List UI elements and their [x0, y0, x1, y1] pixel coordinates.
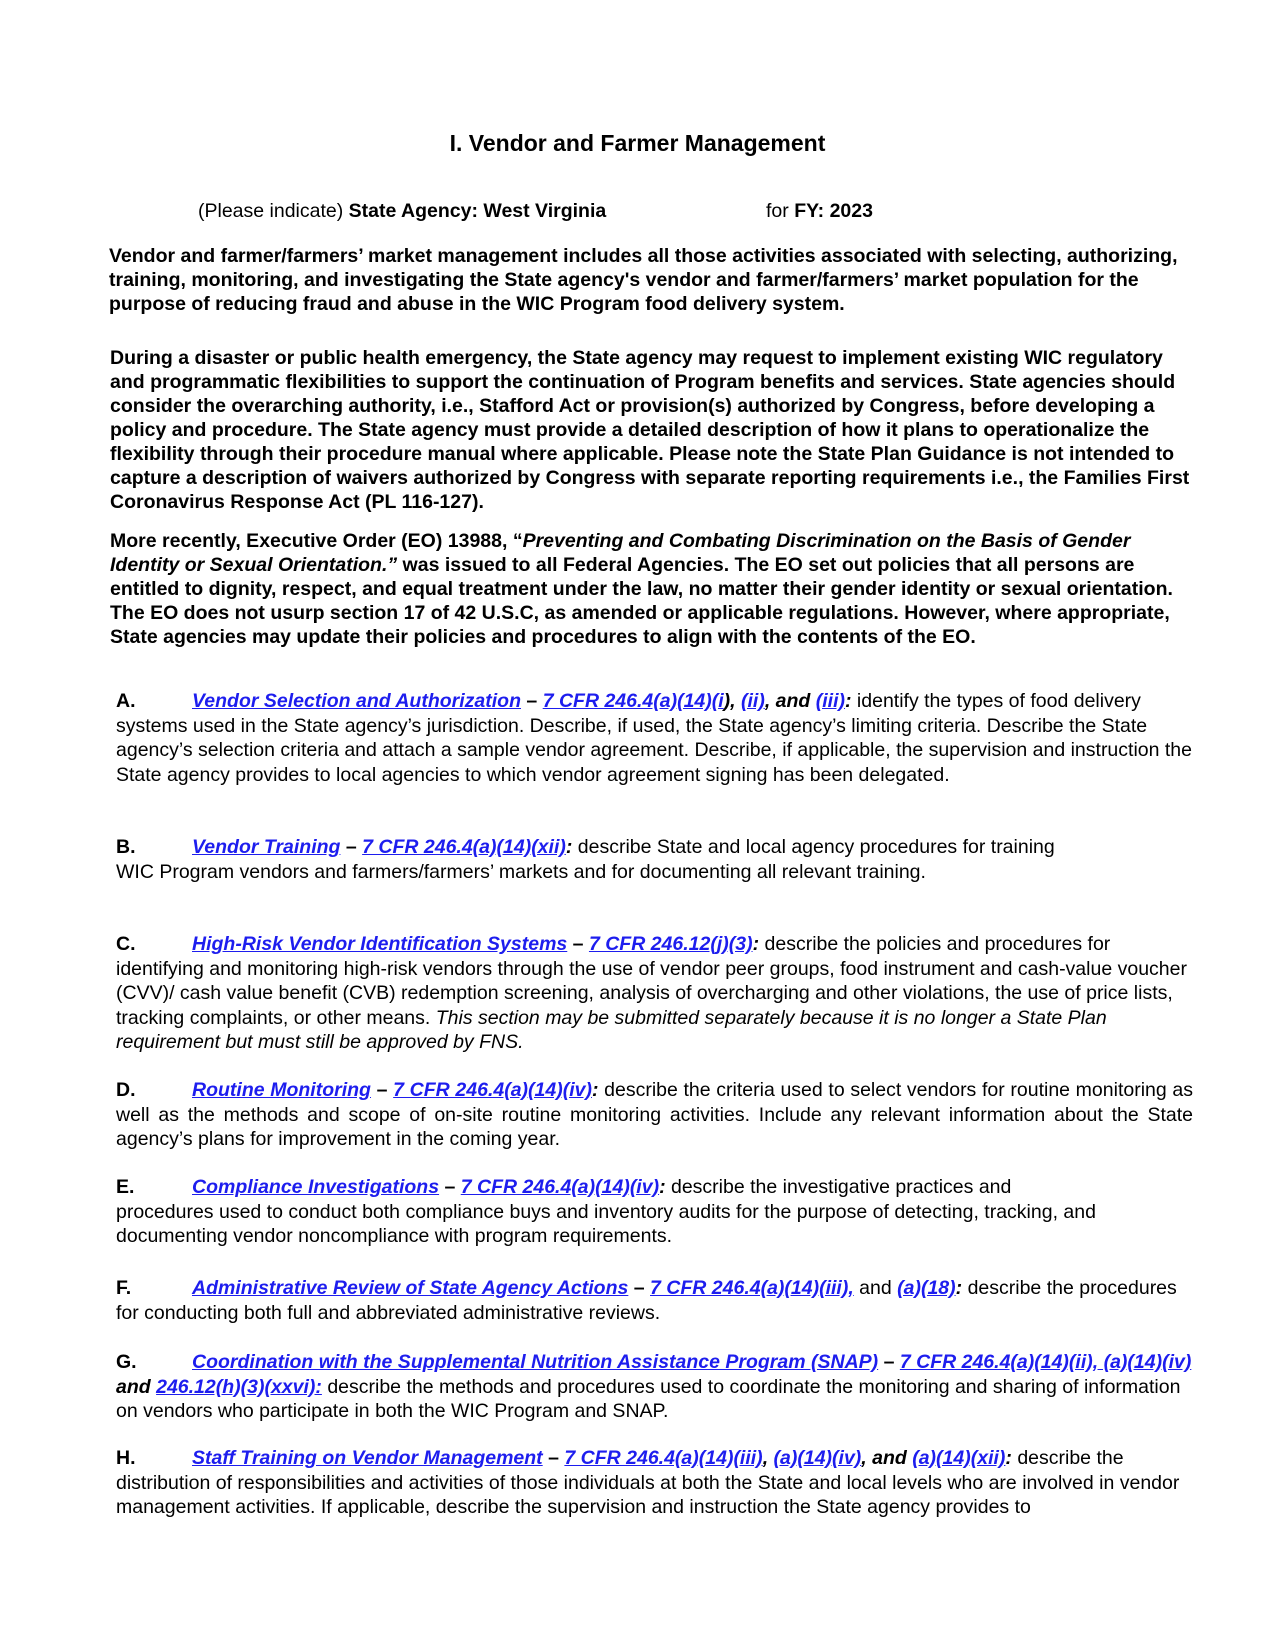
citation-link[interactable]: 7 CFR 246.4(a)(14)(ii), (a)(14)(iv)	[899, 1351, 1192, 1373]
section-title-link[interactable]: Vendor Training	[192, 836, 341, 858]
intro-paragraph-1: Vendor and farmer/farmers’ market management includes all those activities associated with selecting, authorizing, training, monitoring, and investigating the State agency's vendor and farmer/farmers’ market population for the purpose of reducing fraud and abuse in the WIC Program food delivery system.	[109, 245, 1178, 315]
dash: –	[542, 1447, 565, 1469]
state-agency-label: State Agency: West Virginia	[348, 200, 607, 222]
colon: :	[565, 836, 573, 858]
colon: :	[752, 933, 760, 955]
section-letter: E.	[116, 1176, 135, 1198]
page-title: I. Vendor and Farmer Management	[449, 130, 826, 156]
citation-link[interactable]: (a)(14)(iv)	[773, 1447, 862, 1469]
dash: –	[370, 1079, 394, 1101]
section-title-link[interactable]: Staff Training on Vendor Management	[192, 1447, 543, 1469]
eo-text-rest: was issued to all Federal Agencies. The EO set out policies that all persons are entitled to dignity, respect, and equal treatment under the law, no matter their gender identity or sexual orientation. The EO does not usurp section 17 of 42 U.S.C, as amended or applicable regulations. However, where appropriate, State agencies may update their policies and procedures to align with the contents of the EO.	[110, 554, 1173, 648]
colon: :	[1005, 1447, 1012, 1469]
citation-link[interactable]: 7 CFR 246.4(a)(14)(iii),	[650, 1277, 854, 1299]
dash: –	[567, 933, 589, 955]
citation-link[interactable]: (iii)	[815, 690, 846, 712]
section-note: This section may be submitted separately because it is no longer a State Plan requirement but must still be approved by FNS.	[116, 1006, 1107, 1053]
colon: :	[955, 1277, 963, 1299]
dash: –	[439, 1176, 461, 1198]
separator: , and	[861, 1447, 913, 1469]
section-title-link[interactable]: Compliance Investigations	[192, 1176, 440, 1198]
for-text: for	[766, 200, 789, 222]
intro-paragraph-2: During a disaster or public health emergency, the State agency may request to implement existing WIC regulatory and programmatic flexibilities to support the continuation of Program benefits and services. State agencies should consider the overarching authority, i.e., Stafford Act or provision(s) authorized by Congress, before developing a policy and procedure. The State agency must provide a detailed description of how it plans to operationalize the flexibility through their procedure manual where applicable. Please note the State Plan Guidance is not intended to capture a description of waivers authorized by Congress with separate reporting requirements i.e., the Families First Coronavirus Response Act (PL 116-127).	[110, 347, 1190, 513]
section-body: identify the types of food delivery systems used in the State agency’s jurisdiction. Describe, if used, the State agency’s limiting criteria. Describe the State agency’s selection criteria and attach a sample vendor agreement. Describe, if applicable, the supervision and instruction the State agency provides to local agencies to which vendor agreement signing has been delegated.	[116, 690, 1192, 786]
section-body: describe the procedures for conducting both full and abbreviated administrative reviews.	[116, 1277, 1177, 1324]
section-title-link[interactable]: Administrative Review of State Agency Actions	[192, 1277, 629, 1299]
section-body: WIC Program vendors and farmers/farmers’ markets and for documenting all relevant training.	[116, 860, 926, 883]
section-c	[116, 932, 1193, 1055]
section-g	[116, 1350, 1193, 1424]
fy-label: FY: 2023	[794, 200, 873, 222]
citation-link[interactable]: 7 CFR 246.4(a)(14)(xii)	[362, 836, 566, 858]
citation-link[interactable]: 7 CFR 246.4(a)(14)(i	[542, 690, 724, 712]
section-d	[116, 1078, 1193, 1152]
section-b	[116, 835, 1193, 884]
separator: ,	[762, 1447, 774, 1469]
section-letter: B.	[116, 836, 136, 858]
section-body: describe State and local agency procedures for training	[572, 836, 1055, 858]
eo-title: Preventing and Combating Discrimination on the Basis of Gender Identity or Sexual Orientation.”	[110, 530, 1131, 576]
citation-link[interactable]: 7 CFR 246.4(a)(14)(iii)	[564, 1447, 763, 1469]
separator: ),	[723, 690, 742, 712]
section-letter: D.	[116, 1079, 136, 1101]
dash: –	[628, 1277, 651, 1299]
dash: –	[340, 836, 363, 858]
separator: , and	[764, 690, 816, 712]
section-body: describe the methods and procedures used to coordinate the monitoring and sharing of information on vendors who participate in both the WIC Program and SNAP.	[116, 1375, 1181, 1422]
dash: –	[878, 1351, 900, 1373]
section-body: describe the policies and procedures for identifying and monitoring high-risk vendors through the use of vendor peer groups, food instrument and cash-value voucher (CVV)/ cash value benefit (CVB) redemption screening, analysis of overcharging and other violations, the use of price lists, tracking complaints, or other means.	[116, 933, 1187, 1029]
citation-link[interactable]: 7 CFR 246.4(a)(14)(iv)	[460, 1176, 660, 1198]
colon: :	[591, 1079, 599, 1101]
citation-link[interactable]: (a)(18)	[897, 1277, 956, 1299]
section-body: describe the investigative practices and	[665, 1176, 1012, 1198]
separator: and	[116, 1375, 157, 1398]
section-h	[116, 1446, 1193, 1520]
section-title-link[interactable]: Vendor Selection and Authorization	[192, 690, 521, 712]
section-a	[116, 689, 1193, 787]
section-title-link[interactable]: Routine Monitoring	[192, 1079, 371, 1101]
section-letter: C.	[116, 933, 136, 955]
colon: :	[659, 1176, 666, 1198]
section-letter: H.	[116, 1447, 136, 1469]
section-letter: G.	[116, 1351, 137, 1373]
citation-link[interactable]: (a)(14)(xii)	[912, 1447, 1006, 1469]
citation-link[interactable]: (ii)	[741, 690, 765, 712]
section-body: procedures used to conduct both compliance buys and inventory audits for the purpose of detecting, tracking, and documenting vendor noncompliance with program requirements.	[116, 1200, 1096, 1247]
section-letter: F.	[116, 1277, 132, 1299]
section-f	[116, 1276, 1193, 1325]
section-e	[116, 1175, 1193, 1249]
separator: and	[853, 1277, 898, 1299]
citation-link[interactable]: 246.12(h)(3)(xxvi):	[156, 1375, 322, 1398]
section-title-link[interactable]: High-Risk Vendor Identification Systems	[192, 933, 568, 955]
eo-text-start: More recently, Executive Order (EO) 13988, “	[110, 530, 523, 552]
agency-prefix: (Please indicate)	[198, 200, 344, 222]
agency-line	[198, 199, 873, 223]
section-title-link[interactable]: Coordination with the Supplemental Nutrition Assistance Program (SNAP)	[192, 1351, 879, 1373]
section-body: describe the distribution of responsibilities and activities of those individuals at both the State and local levels who are involved in vendor management activities. If applicable, describe the supervision and instruction the State agency provides to	[116, 1447, 1180, 1518]
dash: –	[521, 690, 543, 712]
section-letter: A.	[116, 690, 136, 712]
fy-group	[766, 199, 873, 223]
citation-link[interactable]: 7 CFR 246.4(a)(14)(iv)	[393, 1079, 592, 1101]
colon: :	[845, 690, 852, 712]
intro-paragraph-3	[110, 529, 1190, 649]
citation-link[interactable]: 7 CFR 246.12(j)(3)	[588, 933, 753, 955]
section-body: describe the criteria used to select vendors for routine monitoring as well as the methods and scope of on-site routine monitoring activities. Include any relevant information about the State agency’s plans for improvement in the coming year.	[116, 1079, 1193, 1150]
